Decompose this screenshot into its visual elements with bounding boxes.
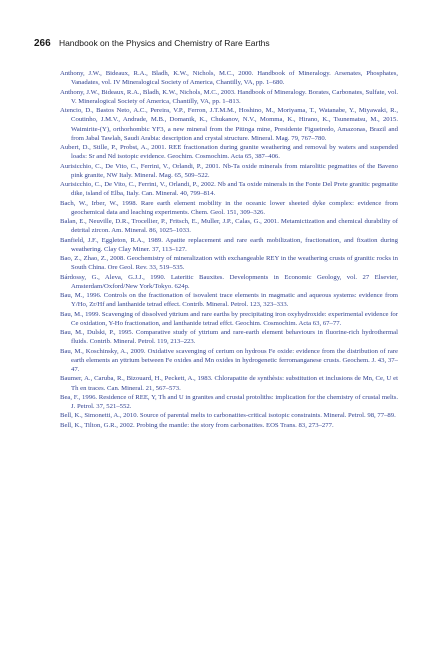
page-number: 266 bbox=[34, 38, 51, 49]
reference-entry: Atencio, D., Bastos Neto, A.C., Pereira, V.P., Ferron, J.T.M.M., Hoshino, M., Moriyama, T., Watanabe, Y., Miyawaki, R., Coutinho, J.M.V., Andrade, M.B., Domanik, K., Chukanov, N.V., Momma, K., Hirano, K., Tsunematsu, M., 2015. Waimirite-(Y), orthorhombic YF3, a new mineral from the Pitinga mine, Presidente Figueiredo, Amazonas, Brazil and from Jabal Tawlah, Saudi Arabia: description and crystal structure. Mineral. Mag. 79, 767–780. bbox=[60, 107, 398, 142]
reference-entry: Bach, W., Irber, W., 1998. Rare earth element mobility in the oceanic lower sheeted dyke complex: evidence from geochemical data and leaching experiments. Chem. Geol. 151, 309–326. bbox=[60, 199, 398, 216]
reference-list bbox=[60, 69, 398, 430]
reference-entry: Bao, Z., Zhao, Z., 2008. Geochemistry of mineralization with exchangeable REY in the weathering crusts of granitic rocks in South China. Ore Geol. Rev. 33, 519–535. bbox=[60, 255, 398, 272]
running-title: Handbook on the Physics and Chemistry of Rare Earths bbox=[58, 38, 270, 48]
reference-entry: Baumer, A., Caruba, R., Bizouard, H., Peckett, A., 1983. Chlorapatite de synthèsis: substitution et inclusions de Mn, Ce, U et Th en traces. Can. Mineral. 21, 567–573. bbox=[60, 375, 398, 392]
reference-entry: Bau, M., 1999. Scavenging of dissolved yttrium and rare earths by precipitating iron oxyhydroxide: experimental evidence for Ce oxidation, Y-Ho fractionation, and lanthanide tetrad effct. Geochim. Cosmochim. Acta 63, 67–77. bbox=[60, 310, 398, 327]
reference-entry: Bell, K., Simonetti, A., 2010. Source of parental melts to carbonatites-critical isotopic constraints. Mineral. Petrol. 98, 77–89. bbox=[60, 412, 396, 420]
reference-entry: Bell, K., Tilton, G.R., 2002. Probing the mantle: the story from carbonatites. EOS Trans. 83, 273–277. bbox=[60, 421, 334, 429]
reference-entry: Anthony, J.W., Bideaux, R.A., Bladh, K.W., Nichols, M.C., 2000. Handbook of Mineralogy. Arsenates, Phosphates, Vanadates, vol. IV Mineralogical Society of America, Chantilly, VA, pp. 1–680. bbox=[60, 70, 398, 87]
reference-entry: Aurisicchio, C., De Vito, C., Ferrini, V., Orlandi, P., 2002. Nb and Ta oxide minerals in the Fonte Del Prete granitic pegmatite dike, island of Elba, Italy. Can. Mineral. 40, 799–814. bbox=[60, 181, 398, 198]
reference-entry: Aubert, D., Stille, P., Probst, A., 2001. REE fractionation during granite weathering and removal by waters and suspended loads: Sr and Nd isotopic evidence. Geochim. Cosmochim. Acta 65, 387–406. bbox=[60, 144, 398, 161]
reference-entry: Bau, M., Dulski, P., 1995. Comparative study of yttrium and rare-earth element behaviours in fluorine-rich hydrothermal fluids. Contrib. Mineral. Petrol. 119, 213–223. bbox=[60, 329, 398, 346]
reference-entry: Anthony, J.W., Bideaux, R.A., Bladh, K.W., Nichols, M.C., 2003. Handbook of Mineralogy. Borates, Carbonates, Sulfate, vol. V. Mineralogical Society of America, Chantilly, VA, pp. 1–813. bbox=[60, 88, 398, 105]
reference-entry: Aurisicchio, C., De Vito, C., Ferrini, V., Orlandi, P., 2001. Nb-Ta oxide minerals from miarolitic pegmatites of the Baveno pink granite, NW Italy. Mineral. Mag. 65, 509–522. bbox=[60, 162, 398, 179]
reference-entry: Balan, E., Neuville, D.R., Trocellier, P., Fritsch, E., Muller, J.P., Calas, G., 2001. Metamictization and chemical durability of detrital zircon. Am. Mineral. 86, 1025–1033. bbox=[60, 218, 398, 235]
reference-entry: Bárdossy, G., Aleva, G.J.J., 1990. Lateritic Bauxites. Developments in Economic Geology, vol. 27 Elsevier, Amsterdam/Oxford/New York/Tokyo. 624p. bbox=[60, 273, 398, 290]
reference-entry: Banfield, J.F., Eggleton, R.A., 1989. Apatite replacement and rare earth mobilization, fractionation, and fixation during weathering. Clay Clay Miner. 37, 113–127. bbox=[60, 236, 398, 253]
reference-entry: Bau, M., Koschinsky, A., 2009. Oxidative scavenging of cerium on hydrous Fe oxide: evidence from the distribution of rare earth elements an yttrium between Fe oxides and Mn oxides in hydrogenetic ferromanganese crusts. Geochem. J. 43, 37–47. bbox=[60, 347, 398, 373]
reference-entry: Bea, F., 1996. Residence of REE, Y, Th and U in granites and crustal protoliths: implication for the chemistry of crustal melts. J. Petrol. 37, 521–552. bbox=[60, 393, 398, 410]
page-header bbox=[34, 38, 394, 49]
reference-entry: Bau, M., 1996. Controls on the fractionation of isovalent trace elements in magmatic and aqueous systems: evidence from Y/Ho, Zr/Hf and lanthanide tetrad effect. Contrib. Mineral. Petrol. 123, 323–333. bbox=[60, 292, 398, 309]
